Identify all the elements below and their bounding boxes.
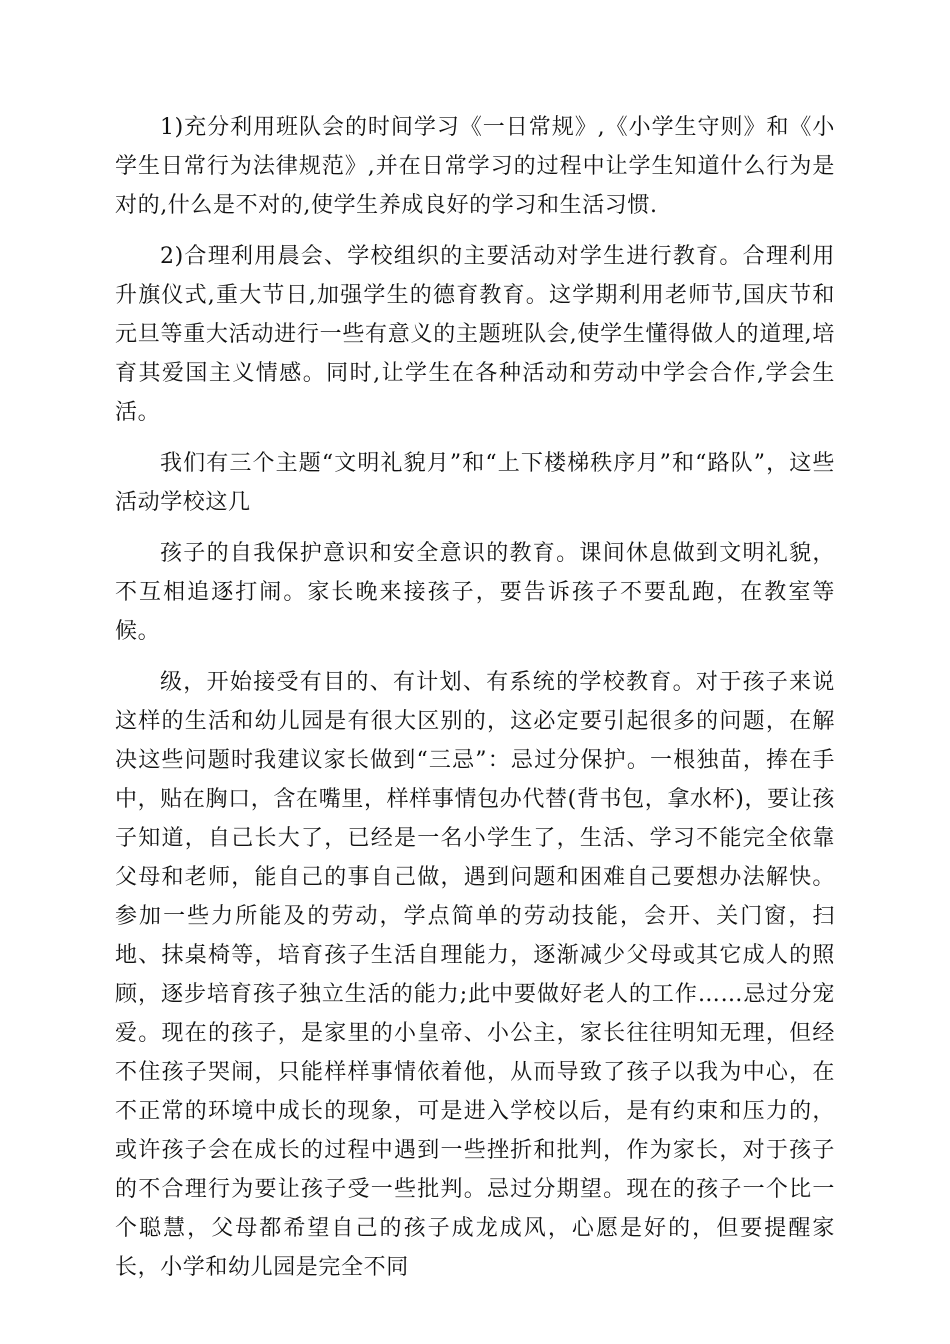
paragraph-morning-meeting: 2)合理利用晨会、学校组织的主要活动对学生进行教育。合理利用升旗仪式,重大节日,加强学生的德育教育。这学期利用老师节,国庆节和元旦等重大活动进行一些有意义的主题班队会,使学生懂得做人的道理,培育其爱国主义情感。同时,让学生在各种活动和劳动中学会合作,学会生活。 <box>115 244 835 425</box>
paragraph-three-avoidances: 级，开始接受有目的、有计划、有系统的学校教育。对于孩子来说这样的生活和幼儿园是有很大区别的，这必定要引起很多的问题，在解决这些问题时我建议家长做到“三忌”：忌过分保护。一根独苗，捧在手中，贴在胸口，含在嘴里，样样事情包办代替(背书包，拿水杯)，要让孩子知道，自己长大了，已经是一名小学生了，生活、学习不能完全依靠父母和老师，能自己的事自己做，遇到问题和困难自己要想办法解快。参加一些力所能及的劳动，学点简单的劳动技能，会开、关门窗，扫地、抹桌椅等，培育孩子生活自理能力，逐渐减少父母或其它成人的照顾，逐步培育孩子独立生活的能力;此中要做好老人的工作……忌过分宠爱。现在的孩子，是家里的小皇帝、小公主，家长往往明知无理，但经不住孩子哭闹，只能样样事情依着他，从而导致了孩子以我为中心，在不正常的环境中成长的现象，可是进入学校以后，是有约束和压力的，或许孩子会在成长的过程中遇到一些挫折和批判，作为家长，对于孩子的不合理行为要让孩子受一些批判。忌过分期望。现在的孩子一个比一个聪慧，父母都希望自己的孩子成龙成风，心愿是好的，但要提醒家长，小学和幼儿园是完全不同 <box>115 670 835 1280</box>
document-page <box>115 108 835 1299</box>
paragraph-themes: 我们有三个主题“文明礼貌月”和“上下楼梯秩序月”和“路队”，这些活动学校这几 <box>115 451 835 515</box>
paragraph-safety: 孩子的自我保护意识和安全意识的教育。课间休息做到文明礼貌，不互相追逐打闹。家长晚来接孩子，要告诉孩子不要乱跑，在教室等候。 <box>115 541 835 644</box>
paragraph-class-meeting: 1)充分利用班队会的时间学习《一日常规》,《小学生守则》和《小学生日常行为法律规范》,并在日常学习的过程中让学生知道什么行为是对的,什么是不对的,使学生养成良好的学习和生活习惯. <box>115 115 835 218</box>
